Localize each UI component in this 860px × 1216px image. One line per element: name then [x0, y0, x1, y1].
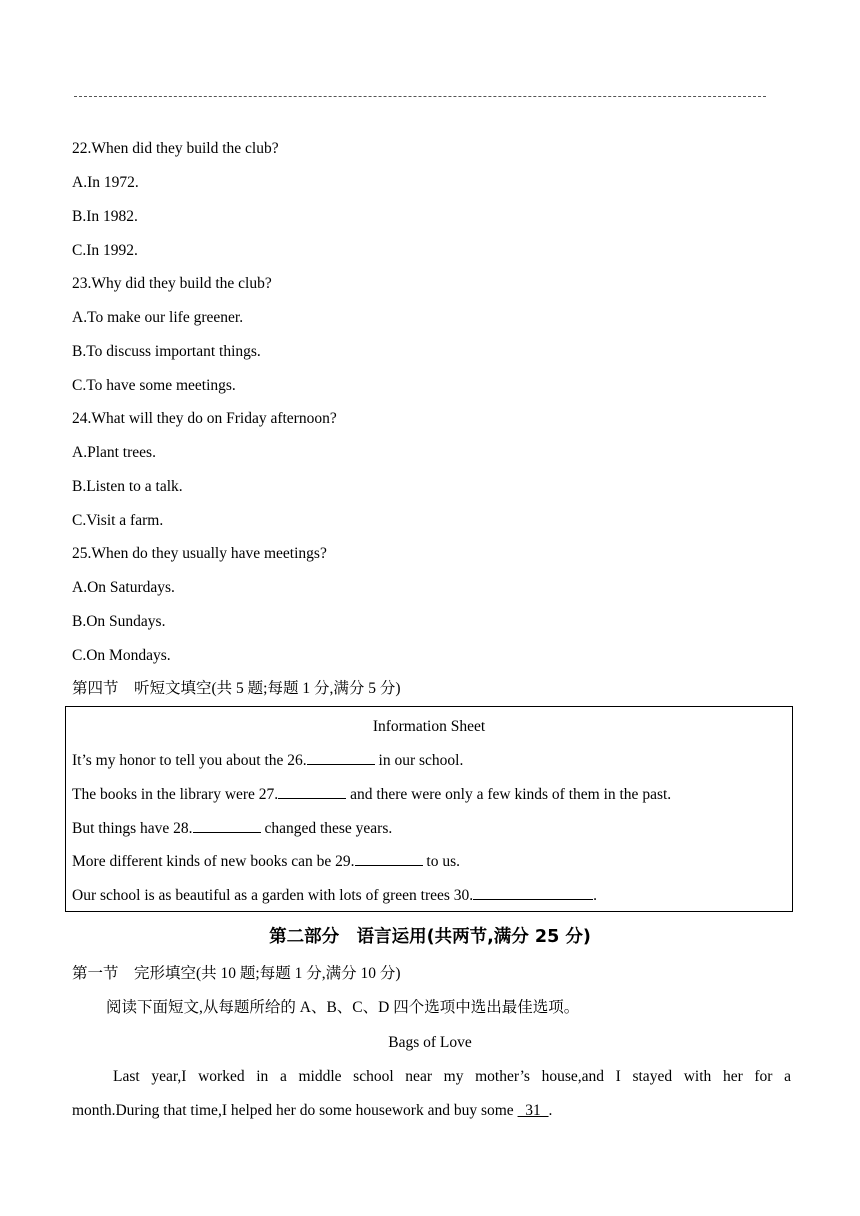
- information-sheet-box: [65, 706, 793, 912]
- option: C.On Mondays.: [72, 647, 171, 664]
- fill-line: More different kinds of new books can be 29. to us.: [72, 853, 460, 870]
- option: A.Plant trees.: [72, 444, 156, 461]
- question-stem: 25.When do they usually have meetings?: [72, 545, 327, 562]
- fill-line: Our school is as beautiful as a garden with lots of green trees 30. .: [72, 887, 598, 904]
- answer-blank-29[interactable]: [355, 851, 423, 866]
- option: B.On Sundays.: [72, 613, 166, 630]
- dashed-separator: [74, 96, 766, 97]
- answer-blank-27[interactable]: [278, 784, 346, 799]
- question-stem: 23.Why did they build the club?: [72, 275, 272, 292]
- option: A.In 1972.: [72, 174, 139, 191]
- answer-blank-26[interactable]: [307, 750, 375, 765]
- answer-blank-28[interactable]: [193, 818, 261, 833]
- passage-line: Last year,I worked in a middle school near my mother’s house,and I stayed with her for a: [113, 1068, 791, 1085]
- instruction-text: 阅读下面短文,从每题所给的 A、B、C、D 四个选项中选出最佳选项。: [106, 999, 580, 1016]
- fill-line: It’s my honor to tell you about the 26. in our school.: [72, 752, 464, 769]
- answer-blank-31[interactable]: 31: [517, 1102, 549, 1119]
- fill-line: But things have 28. changed these years.: [72, 820, 393, 837]
- question-stem: 24.What will they do on Friday afternoon?: [72, 410, 337, 427]
- option: B.To discuss important things.: [72, 343, 261, 360]
- option: A.On Saturdays.: [72, 579, 175, 596]
- option: B.Listen to a talk.: [72, 478, 183, 495]
- question-stem: 22.When did they build the club?: [72, 140, 279, 157]
- option: A.To make our life greener.: [72, 309, 244, 326]
- section-heading: 第四节 听短文填空(共 5 题;每题 1 分,满分 5 分): [72, 680, 401, 697]
- fill-line: The books in the library were 27. and there were only a few kinds of them in the past.: [72, 786, 672, 803]
- option: B.In 1982.: [72, 208, 138, 225]
- part-title: 第二部分 语言运用(共两节,满分 25 分): [269, 927, 591, 947]
- passage-title: Bags of Love: [388, 1034, 472, 1051]
- box-title: Information Sheet: [372, 718, 486, 735]
- option: C.In 1992.: [72, 242, 138, 259]
- passage-line: month.During that time,I helped her do some housework and buy some 31 .: [72, 1102, 553, 1119]
- answer-blank-30[interactable]: [473, 885, 593, 900]
- section-heading: 第一节 完形填空(共 10 题;每题 1 分,满分 10 分): [72, 965, 401, 982]
- option: C.To have some meetings.: [72, 377, 236, 394]
- option: C.Visit a farm.: [72, 512, 164, 529]
